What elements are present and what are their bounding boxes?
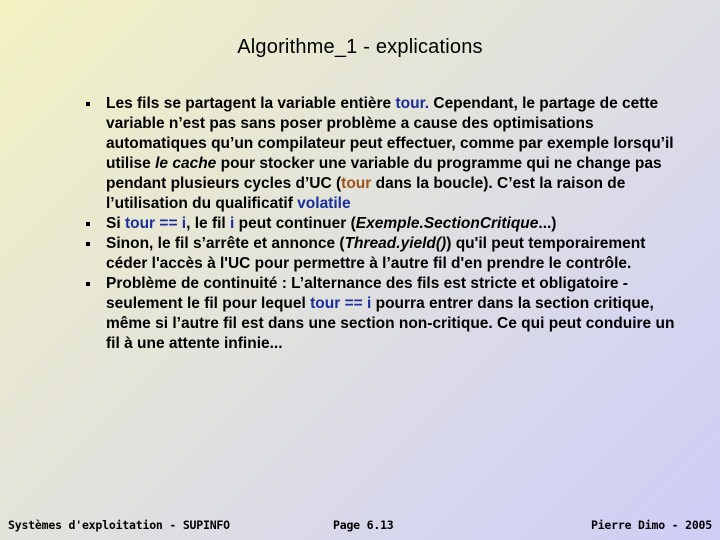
b2-text-5: peut continuer ( bbox=[234, 215, 356, 232]
b2-text-3: , le fil bbox=[186, 215, 231, 232]
b2-method-name: Exemple.SectionCritique bbox=[355, 215, 539, 232]
b1-text-7: dans la boucle). C’est la raison de l’utilisation du qualificatif bbox=[106, 175, 626, 212]
footer-right: Pierre Dimo - 2005 bbox=[590, 518, 712, 532]
b1-text-5: pour stocker une variable du programme qui ne change pas pendant plusieurs cycles d’UC ( bbox=[106, 155, 662, 192]
b3-text-3: ) qu'il peut temporairement céder l'accès à l'UC pour permettre à l’autre fil d'en prendre le contrôle. bbox=[106, 235, 646, 272]
b1-text-3: Cependant, le partage de cette variable n’est pas sans poser problème a cause des optimisations automatiques qu’un compilateur peut effectuer, comme par exemple lorsqu’il utilise bbox=[106, 95, 674, 172]
b3-text-1: Sinon, le fil s’arrête et annonce ( bbox=[106, 235, 345, 252]
b1-tour-highlight: tour. bbox=[395, 95, 430, 112]
b2-i-variable: i bbox=[230, 215, 235, 232]
bullet-icon bbox=[86, 242, 90, 246]
bullet-item-1 bbox=[82, 94, 682, 214]
footer-page-number: Page 6.13 bbox=[333, 518, 394, 532]
b1-text-1: Les fils se partagent la variable entière bbox=[106, 95, 396, 112]
bullet-icon bbox=[86, 282, 90, 286]
b1-volatile-keyword: volatile bbox=[297, 195, 351, 212]
bullet-item-4 bbox=[82, 274, 682, 354]
bullet-list bbox=[82, 94, 682, 354]
b1-cache-term: le cache bbox=[155, 155, 217, 172]
bullet-item-2 bbox=[82, 214, 682, 234]
b4-text-1: Problème de continuité : L’alternance des fils est stricte et obligatoire - seulement le fil pour lequel bbox=[106, 275, 628, 312]
b3-method-name: Thread.yield() bbox=[344, 235, 447, 252]
footer-left: Systèmes d'exploitation - SUPINFO bbox=[8, 518, 230, 532]
b4-text-3: pourra entrer dans la section critique, même si l’autre fil est dans une section non-critique. Ce qui peut conduire un fil à une attente infinie... bbox=[106, 295, 675, 352]
slide-title: Algorithme_1 - explications bbox=[237, 36, 483, 58]
b2-text-7: ...) bbox=[538, 215, 557, 232]
bullet-icon bbox=[86, 222, 90, 226]
bullet-icon bbox=[86, 102, 90, 106]
b1-tour-highlight-2: tour bbox=[341, 175, 372, 192]
b2-condition: tour == i bbox=[124, 215, 187, 232]
b4-condition: tour == i bbox=[310, 295, 372, 312]
bullet-item-3 bbox=[82, 234, 682, 274]
b2-text-1: Si bbox=[106, 215, 125, 232]
